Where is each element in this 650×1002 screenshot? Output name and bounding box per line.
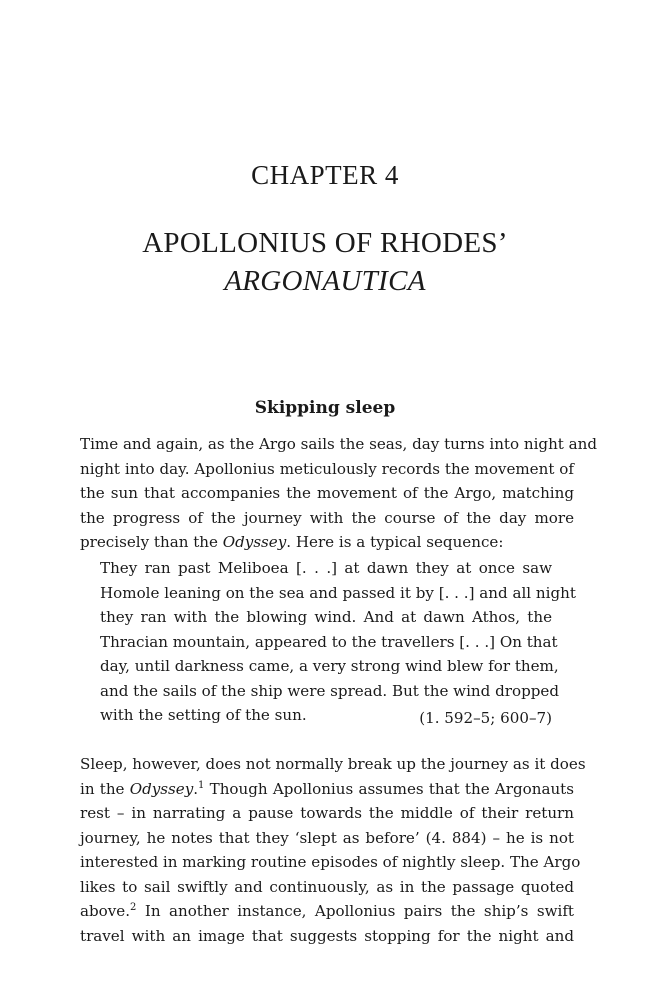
- text-run: above.: [80, 902, 131, 920]
- text-line: Sleep, however, does not normally break up the journey as it does: [80, 755, 586, 773]
- text-line: the sun that accompanies the movement of the Argo, matching: [80, 484, 574, 502]
- text-run: in the: [80, 779, 130, 798]
- quote-line: Thracian mountain, appeared to the travellers [. . .] On that: [100, 632, 558, 651]
- text-line: the progress of the journey with the course of the day more: [80, 508, 574, 527]
- block-quote: [100, 556, 576, 728]
- text-line: travel with an image that suggests stopping for the night and: [80, 926, 574, 945]
- quote-citation: (1. 592–5; 600–7): [419, 709, 552, 727]
- text-line: [80, 530, 574, 555]
- text-line: night into day. Apollonius meticulously records the movement of: [80, 459, 574, 478]
- text-run: . Here is a typical sequence:: [286, 533, 504, 551]
- paragraph: [80, 432, 598, 555]
- text-run: Though Apollonius assumes that the Argonauts: [204, 779, 574, 798]
- quote-line: day, until darkness came, a very strong wind blew for them,: [100, 657, 559, 675]
- text-run: precisely than the: [80, 533, 223, 551]
- quote-line: Homole leaning on the sea and passed it by [. . .] and all night: [100, 583, 576, 602]
- quote-line: They ran past Meliboea [. . .] at dawn they at once saw: [100, 559, 552, 577]
- text-line: interested in marking routine episodes of nightly sleep. The Argo: [80, 853, 581, 871]
- quote-line: and the sails of the ship were spread. But the wind dropped: [100, 681, 559, 700]
- text-run: In another instance, Apollonius pairs the ship’s swift: [136, 902, 574, 920]
- text-line: Time and again, as the Argo sails the seas, day turns into night and: [80, 435, 598, 453]
- footnote-marker[interactable]: 1: [198, 779, 205, 791]
- chapter-number: CHAPTER 4: [251, 160, 399, 190]
- text-line: likes to sail swiftly and continuously, as in the passage quoted: [80, 877, 574, 896]
- chapter-title-line2: ARGONAUTICA: [224, 265, 426, 297]
- section-heading: Skipping sleep: [254, 398, 396, 418]
- footnote-marker[interactable]: 2: [130, 902, 137, 913]
- quote-line: they ran with the blowing wind. And at dawn Athos, the: [100, 608, 552, 626]
- text-line: [80, 899, 574, 924]
- italic-title: Odyssey: [129, 779, 194, 798]
- text-line: in the Odyssey.$^1$ Though Apollonius assumes that the Argonauts: [80, 779, 574, 798]
- quote-line: with the setting of the sun.: [100, 706, 307, 724]
- italic-title: Odyssey: [222, 533, 287, 551]
- paragraph: [80, 752, 586, 948]
- text-line: rest – in narrating a pause towards the middle of their return: [80, 804, 574, 822]
- text-line: journey, he notes that they ‘slept as before’ (4. 884) – he is not: [80, 828, 574, 847]
- chapter-title: [0, 224, 650, 300]
- chapter-title-line1: APOLLONIUS OF RHODES’: [142, 227, 508, 259]
